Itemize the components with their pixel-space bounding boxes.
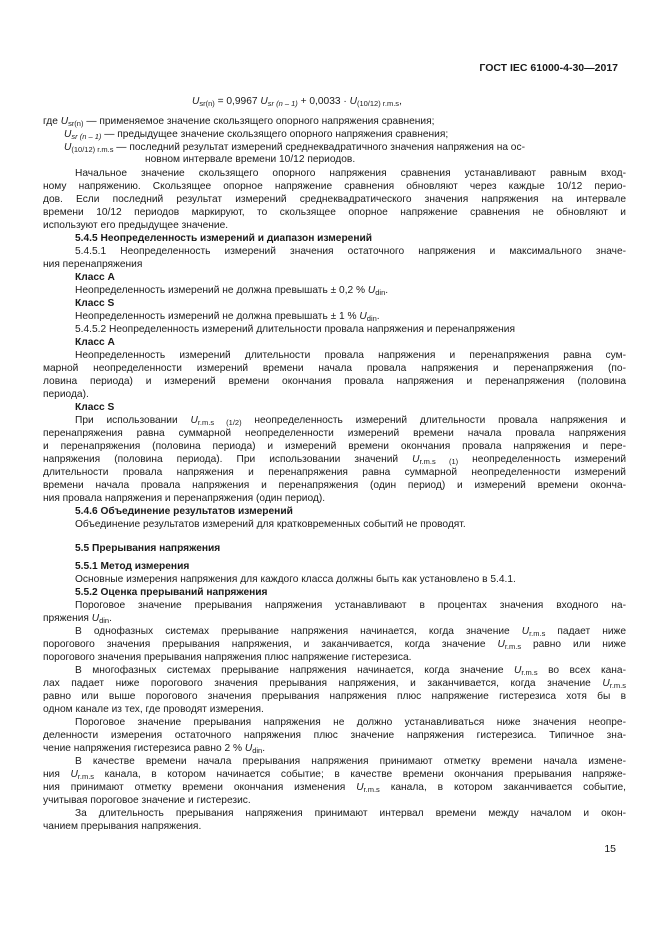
- class-a-label: Класс А: [75, 272, 115, 283]
- class-s2-label: Класс S: [75, 402, 115, 413]
- s552-p1-line-1: Пороговое значение прерывания напряжения устанавливают в процентах значения входного на-: [75, 600, 626, 611]
- s552-p5-line-3: ния принимают отметку времени окончания изменения $U_{r.m.s}$ канала, в котором заканчивается событие,: [43, 782, 627, 794]
- s552-p4-line-3: чение напряжения гистерезиса равно 2 % $U_{din}$.: [43, 743, 266, 755]
- section-551-title: 5.5.1 Метод измерения: [75, 561, 190, 572]
- s552-p4-line-1: Пороговое значение прерывания напряжения не должно устанавливаться ниже значения неопре-: [75, 717, 626, 728]
- class-s-label: Класс S: [75, 298, 115, 309]
- section-551-text: Основные измерения напряжения для каждого класса должны быть как установлено в 5.4.1.: [75, 574, 516, 585]
- class-s2-line-5: длительности провала напряжения и перенапряжения равна суммарной неопределенности измерений: [43, 467, 626, 478]
- class-a2-line-4: периода).: [43, 389, 89, 400]
- s552-p2-line-2: порогового значения прерывания напряжения, и заканчивается, когда значение $U_{r.m.s}$ равно или ниже: [43, 639, 627, 651]
- section-545-title: 5.4.5 Неопределенность измерений и диапазон измерений: [75, 233, 373, 244]
- s552-p6-line-2: чанием прерывания напряжения.: [43, 821, 202, 832]
- s5452-title: 5.4.5.2 Неопределенность измерений длительности провала напряжения и перенапряжения: [75, 324, 515, 335]
- formula: $U_{sr(n)} = 0,9967$ $U_{sr (n - 1)} + 0,0033 \cdot U_{(10/12) r.m.s}$,: [192, 96, 402, 108]
- section-552-title: 5.5.2 Оценка прерываний напряжения: [75, 587, 268, 598]
- section-546-text: Объединение результатов измерений для кратковременных событий не проводят.: [75, 519, 466, 530]
- s552-p1-line-2: пряжения $U_{din}$.: [43, 613, 112, 625]
- s552-p5-line-1: В качестве времени начала прерывания напряжения принимают отметку времени начала измене-: [75, 756, 626, 767]
- s552-p5-line-4: учитывая пороговое значение и гистерезис.: [43, 795, 251, 806]
- para-initial-5: используют его предыдущее значение.: [43, 220, 229, 231]
- class-a2-line-2: марной неопределенности измерений времени начала провала напряжения и перенапряжения (по-: [43, 363, 626, 374]
- s552-p2-line-1: В однофазных системах прерывание напряжения начинается, когда значение $U_{r.m.s}$ падает ниже: [75, 626, 627, 638]
- s552-p5-line-2: ния $U_{r.m.s}$ канала, в котором начинается событие; в качестве времени окончания прерывания напряже-: [43, 769, 626, 781]
- s552-p6-line-1: За длительность прерывания напряжения принимают интервал времени между началом и окон-: [75, 808, 626, 819]
- where-line-1: где $U_{sr(n)}$ — применяемое значение скользящего опорного напряжения сравнения;: [43, 116, 435, 128]
- where-line-2: $U_{sr (n - 1)}$ — предыдущее значение скользящего опорного напряжения сравнения;: [64, 129, 449, 141]
- class-a2-line-3: ловина периода) и измерений времени окончания провала напряжения и перенапряжения (половина: [43, 376, 626, 387]
- para-initial-1: Начальное значение скользящего опорного напряжения сравнения устанавливают равным вход-: [75, 168, 626, 179]
- section-546-title: 5.4.6 Объединение результатов измерений: [75, 506, 293, 517]
- header-doc-id: ГОСТ IEC 61000-4-30—2017: [479, 62, 618, 74]
- para-initial-4: времени 10/12 периодов маркируют, то скользящее опорное напряжение сравнения не обновляют и: [43, 207, 626, 218]
- page-number: 15: [604, 843, 616, 855]
- s5451-line-1: 5.4.5.1 Неопределенность измерений значения остаточного напряжения и максимального значе-: [75, 246, 626, 257]
- class-s2-line-4: напряжения (половина периода). При использовании значений $U_{r.m.s (1)}$ неопределенность измерений: [43, 454, 627, 466]
- class-a-text: Неопределенность измерений не должна превышать ± 0,2 % $U_{din}$.: [75, 285, 389, 297]
- s552-p2-line-3: порогового значения прерывания напряжения плюс напряжение гистерезиса.: [43, 652, 412, 663]
- class-s2-line-7: ния провала напряжения и перенапряжения (один период).: [43, 493, 326, 504]
- class-s2-line-3: и перенапряжения (половина периода) и измерений времени окончания провала напряжения и пере-: [43, 441, 626, 452]
- section-55-title: 5.5 Прерывания напряжения: [75, 543, 221, 554]
- para-initial-2: ному напряжению. Скользящее опорное напряжение сравнения обновляют через каждые 10/12 перио-: [43, 181, 626, 192]
- para-initial-3: дов. Если последний результат измерений среднеквадратического значения напряжения на интервале: [43, 194, 626, 205]
- class-s-text: Неопределенность измерений не должна превышать ± 1 % $U_{din}$.: [75, 311, 380, 323]
- s552-p4-line-2: деленности измерения остаточного напряжения плюс значение напряжения гистерезиса. Типичное зна-: [43, 730, 626, 741]
- class-s2-line-2: перенапряжения равна суммарной неопределенности измерений времени начала провала напряжения: [43, 428, 626, 439]
- s552-p3-line-4: одном канале из тех, где проводят измерения.: [43, 704, 264, 715]
- class-s2-line-6: времени начала провала напряжения и перенапряжения (один период) и измерений времени оконча-: [43, 480, 626, 491]
- class-a2-line-1: Неопределенность измерений длительности провала напряжения и перенапряжения равна сум-: [75, 350, 626, 361]
- class-a2-label: Класс А: [75, 337, 115, 348]
- class-s2-line-1: При использовании $U_{r.m.s (1/2)}$ неопределенность измерений длительности провала напряжения и: [75, 415, 626, 427]
- where-line-3-cont: новном интервале времени 10/12 периодов.: [145, 154, 356, 165]
- where-line-3: $U_{(10/12) r.m.s}$ — последний результат измерений среднеквадратичного значения напряжения на ос-: [64, 142, 525, 154]
- s552-p3-line-2: лах падает ниже порогового значения прерывания напряжения, и заканчивается, когда значение $U_{r.m.s}$: [43, 678, 626, 690]
- s5451-line-2: ния перенапряжения: [43, 259, 143, 270]
- s552-p3-line-1: В многофазных системах прерывание напряжения начинается, когда значение $U_{r.m.s}$ во всех кана-: [75, 665, 626, 677]
- s552-p3-line-3: равно или выше порогового значения прерывания напряжения плюс напряжение гистерезиса хотя бы в: [43, 691, 626, 702]
